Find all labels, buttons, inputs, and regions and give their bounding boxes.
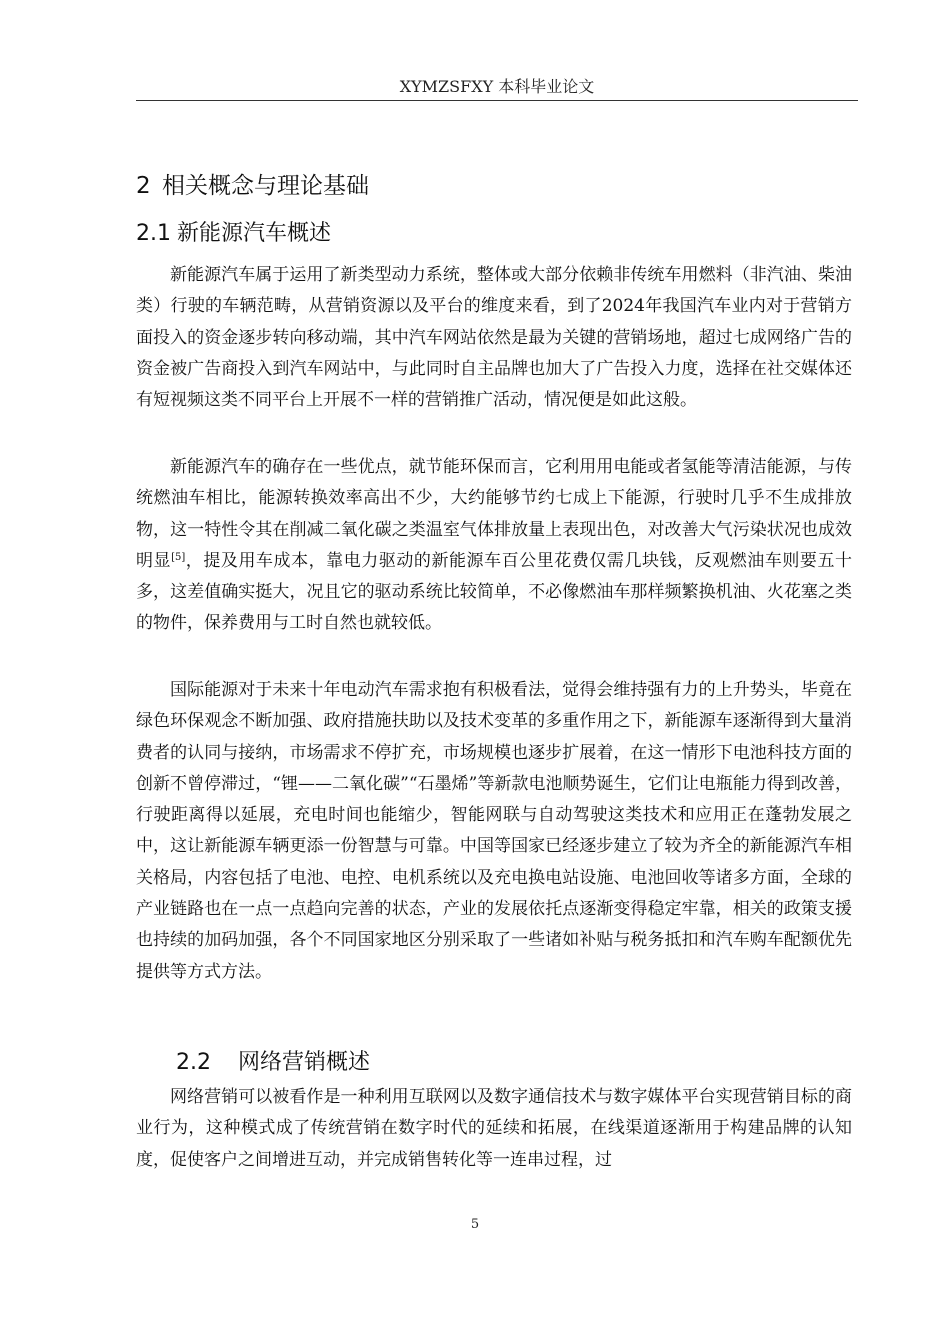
section-number: 2.1 <box>136 221 171 246</box>
section-number: 2.2 <box>176 1050 211 1075</box>
section-heading-2-1 <box>136 216 331 247</box>
paragraph-text: 新能源汽车的确存在一些优点，就节能环保而言，它利用用电能或者氢能等清洁能源，与传统燃油车相比，能源转换效率高出不少，大约能够节约七成上下能源，行驶时几乎不生成排放物，这一特性令其在削减二氧化碳之类温室气体排放量上表现出色，对改善大气污染状况也成效明显 <box>136 457 852 571</box>
paragraph-2-2-1: 网络营销可以被看作是一种利用互联网以及数字通信技术与数字媒体平台实现营销目标的商业行为，这种模式成了传统营销在数字时代的延续和拓展，在线渠道逐渐用于构建品牌的认知度，促使客户之间增进互动，并完成销售转化等一连串过程，过 <box>136 1087 852 1170</box>
running-header: XYMZSFXY 本科毕业论文 <box>399 77 595 96</box>
paragraph-2-1-2 <box>136 452 852 640</box>
section-title: 网络营销概述 <box>238 1050 371 1075</box>
chapter-heading <box>136 167 369 200</box>
paragraph-text: ，提及用车成本，靠电力驱动的新能源车百公里花费仅需几块钱，反观燃油车则要五十多，这差值确实挺大，况且它的驱动系统比较简单，不必像燃油车那样频繁换机油、火花塞之类的物件，保养费用与工时自然也就较低。 <box>136 550 853 634</box>
citation-reference[interactable]: [5] <box>171 551 186 563</box>
paragraph-2-1-3: 国际能源对于未来十年电动汽车需求抱有积极看法，觉得会维持强有力的上升势头，毕竟在绿色环保观念不断加强、政府措施扶助以及技术变革的多重作用之下，新能源车逐渐得到大量消费者的认同与接纳，市场需求不停扩充，市场规模也逐步扩展着，在这一情形下电池科技方面的创新不曾停滞过，“锂——二氧化碳”“石墨烯”等新款电池顺势诞生，它们让电瓶能力得到改善，行驶距离得以延展，充电时间也能缩少，智能网联与自动驾驶这类技术和应用正在蓬勃发展之中，这让新能源车辆更添一份智慧与可靠。中国等国家已经逐步建立了较为齐全的新能源汽车相关格局，内容包括了电池、电控、电机系统以及充电换电站设施、电池回收等诸多方面，全球的产业链路也在一点一点趋向完善的状态，产业的发展依托点逐渐变得稳定牢靠，相关的政策支援也持续的加码加强，各个不同国家地区分别采取了一些诸如补贴与税务抵扣和汽车购车配额优先提供等方式方法。 <box>136 680 852 982</box>
section-title: 新能源汽车概述 <box>177 221 332 246</box>
chapter-title: 相关概念与理论基础 <box>162 173 369 199</box>
paragraph-2-1-1: 新能源汽车属于运用了新类型动力系统，整体或大部分依赖非传统车用燃料（非汽油、柴油类）行驶的车辆范畴，从营销资源以及平台的维度来看，到了2024年我国汽车业内对于营销方面投入的资金逐步转向移动端，其中汽车网站依然是最为关键的营销场地，超过七成网络广告的资金被广告商投入到汽车网站中，与此同时自主品牌也加大了广告投入力度，选择在社交媒体还有短视频这类不同平台上开展不一样的营销推广活动，情况便是如此这般。 <box>136 265 852 411</box>
section-heading-2-2 <box>176 1045 370 1076</box>
page-number: 5 <box>470 1217 480 1232</box>
chapter-number: 2 <box>136 173 151 199</box>
header-rule <box>136 100 858 101</box>
